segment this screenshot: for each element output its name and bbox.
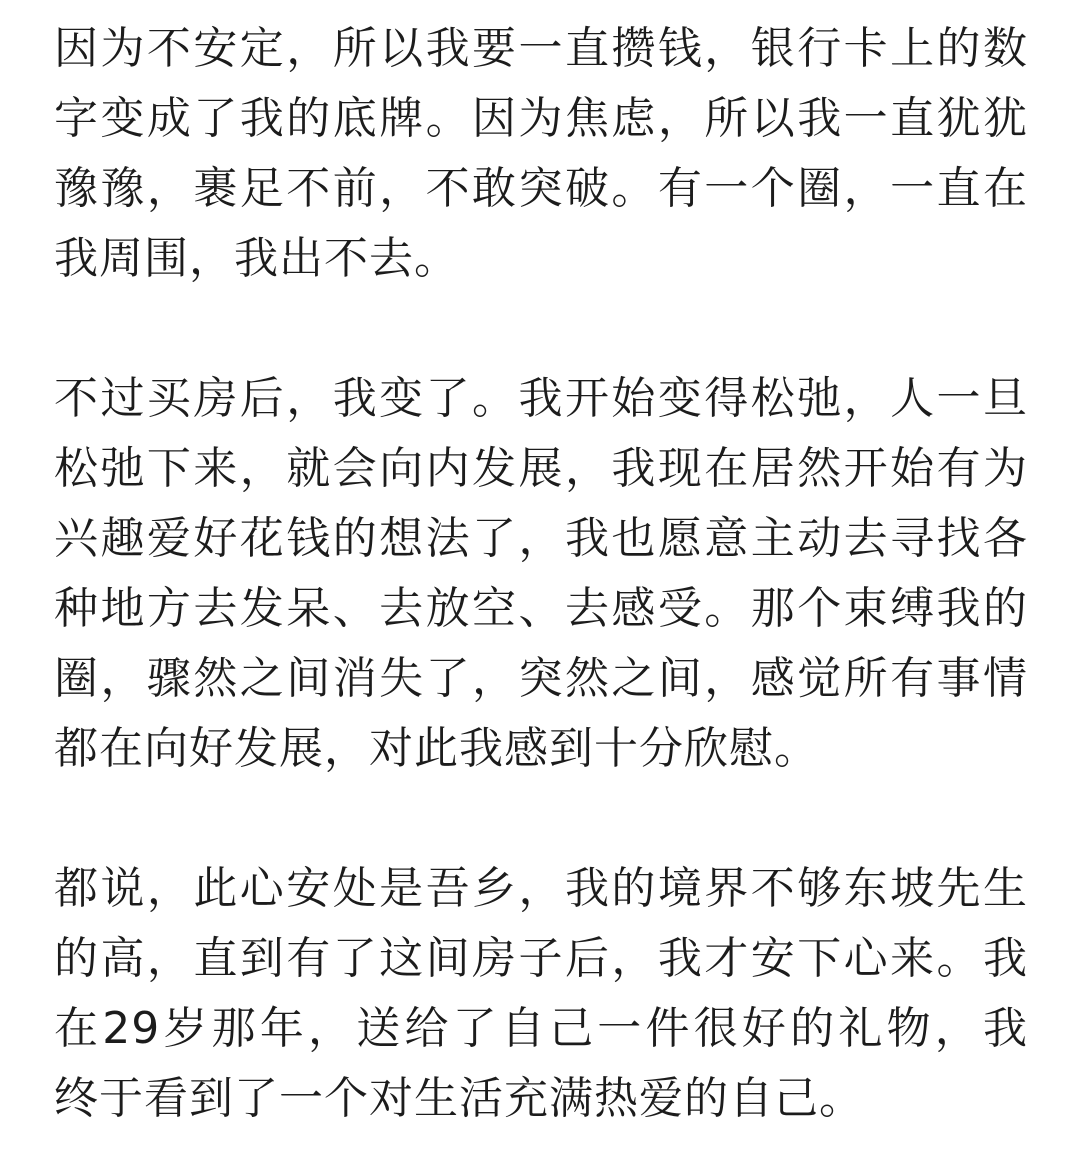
paragraph-line: 终于看到了一个对生活充满热爱的自己。 xyxy=(54,1073,864,1124)
paragraph-line: 的高，直到有了这间房子后，我才安下心来。我 xyxy=(54,933,1028,984)
paragraph-line: 都说，此心安处是吾乡，我的境界不够东坡先生 xyxy=(54,863,1028,914)
paragraph-line: 种地方去发呆、去放空、去感受。那个束缚我的 xyxy=(54,583,1028,634)
paragraph-2 xyxy=(54,364,1028,784)
paragraph-line: 松弛下来，就会向内发展，我现在居然开始有为 xyxy=(54,443,1028,494)
paragraph-line: 我周围，我出不去。 xyxy=(54,233,459,284)
paragraph-3 xyxy=(54,854,1028,1134)
paragraph-line: 不过买房后，我变了。我开始变得松弛，人一旦 xyxy=(54,373,1028,424)
paragraph-line: 兴趣爱好花钱的想法了，我也愿意主动去寻找各 xyxy=(54,513,1028,564)
paragraph-line: 都在向好发展，对此我感到十分欣慰。 xyxy=(54,723,819,774)
article-body xyxy=(54,14,1028,1134)
paragraph-line: 圈，骤然之间消失了，突然之间，感觉所有事情 xyxy=(54,653,1028,704)
paragraph-line: 在29岁那年，送给了自己一件很好的礼物，我 xyxy=(54,1003,1028,1054)
paragraph-1 xyxy=(54,14,1028,294)
paragraph-line: 因为不安定，所以我要一直攒钱，银行卡上的数 xyxy=(54,23,1028,74)
paragraph-line: 字变成了我的底牌。因为焦虑，所以我一直犹犹 xyxy=(54,93,1028,144)
paragraph-line: 豫豫，裹足不前，不敢突破。有一个圈，一直在 xyxy=(54,163,1028,214)
